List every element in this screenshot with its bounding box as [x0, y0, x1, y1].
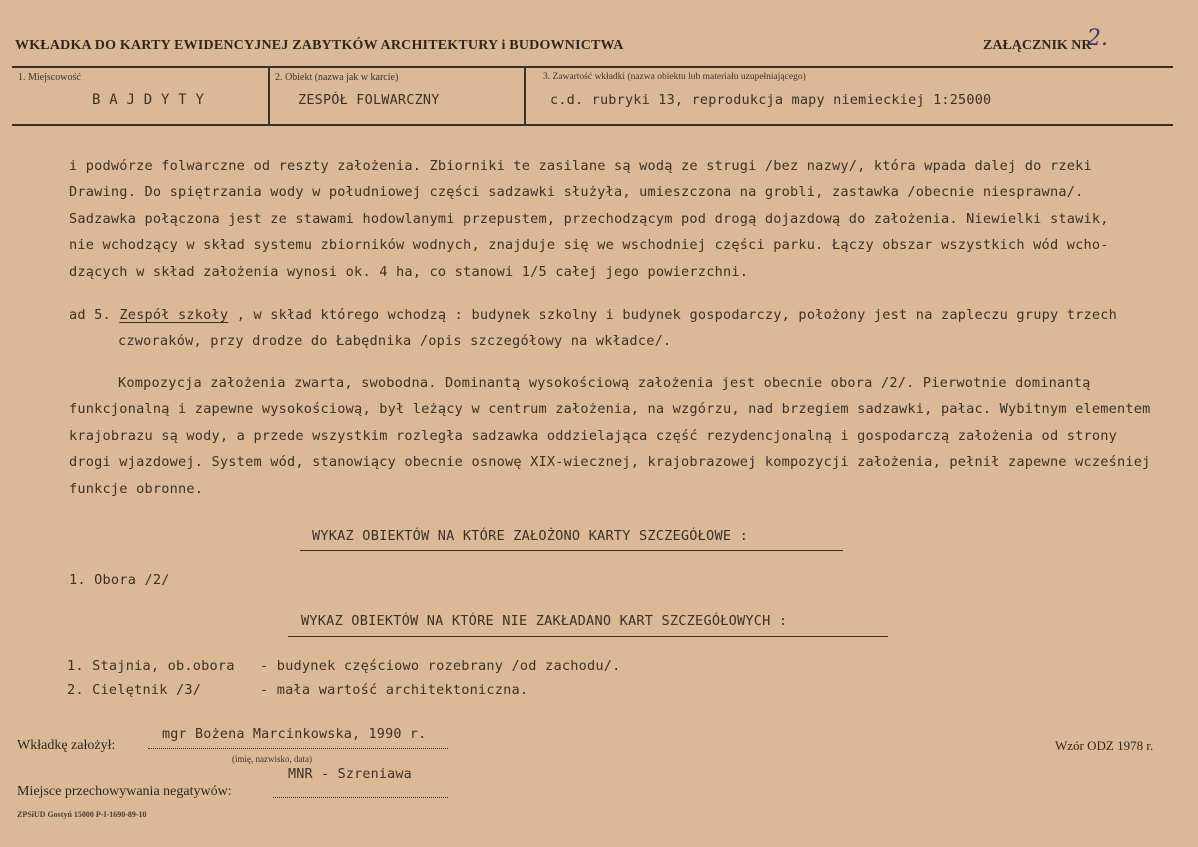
- field-divider-2: [524, 67, 526, 124]
- template-label: Wzór ODZ 1978 r.: [1055, 738, 1154, 753]
- list-item-desc: - mała wartość architektoniczna.: [260, 682, 529, 698]
- list-2-heading: WYKAZ OBIEKTÓW NA KTÓRE NIE ZAKŁADANO KART SZCZEGÓŁOWYCH :: [301, 613, 788, 629]
- attachment-number: 2.: [1087, 26, 1108, 51]
- text-line: i podwórze folwarczne od reszty założenia. Zbiorniki te zasilane są wodą ze strugi /bez nazwy/, która wpada dalej do rzeki: [69, 158, 1092, 174]
- text-line: drogi wjazdowej. System wód, stanowiący obecnie osnowę XIX-wiecznej, krajobrazowej kompozycji założenia, pełnił zapewne wcześniej: [69, 454, 1151, 471]
- text-line: czworaków, przy drodze do Łabędnika /opis szczegółowy na wkładce/.: [118, 333, 672, 350]
- table-bottom-rule: [12, 124, 1173, 126]
- paragraph-composition: [69, 370, 1151, 502]
- founded-by-caption: (imię, nazwisko, data): [232, 754, 312, 764]
- list-item-name: 2. Cielętnik /3/: [67, 682, 202, 698]
- school-complex-term: Zespół szkoły: [119, 307, 229, 323]
- form-title: WKŁADKA DO KARTY EWIDENCYJNEJ ZABYTKÓW ARCHITEKTURY i BUDOWNICTWA: [15, 38, 624, 53]
- text-line: funkcje obronne.: [69, 480, 204, 497]
- text-line: Kompozycja założenia zwarta, swobodna. Dominantą wysokościową założenia jest obecnie obora /2/. Pierwotnie dominantą: [118, 375, 1091, 391]
- printer-note: ZPSiUD Gostyń 15000 P-I-1690-89-10: [17, 810, 147, 819]
- text-line: funkcjonalną i zapewne wysokościową, był leżący w centrum założenia, na wzgórzu, nad brzegiem sadzawki, pałac. Wybitnym elementem: [69, 401, 1151, 418]
- founded-by-dotted-line: [148, 748, 448, 749]
- storage-dotted-line: [273, 797, 448, 798]
- field-2-label: 2. Obiekt (nazwa jak w karcie): [275, 72, 399, 83]
- ad-5-prefix: ad 5.: [69, 307, 111, 323]
- field-3-label: 3. Zawartość wkładki (nazwa obiektu lub materiału uzupełniającego): [543, 72, 806, 82]
- text-line: Sadzawka połączona jest ze stawami hodowlanymi przepustem, przechodzącym pod drogą dojazdową do założenia. Niewielki stawik,: [69, 210, 1109, 227]
- paragraph-school: [69, 302, 1117, 355]
- text-line: nie wchodzący w skład systemu zbiorników wodnych, znajduje się we wschodniej części parku. Łączy obszar wszystkich wód wcho-: [69, 237, 1109, 254]
- list-1-heading: WYKAZ OBIEKTÓW NA KTÓRE ZAŁOŻONO KARTY SZCZEGÓŁOWE :: [312, 528, 748, 544]
- field-3-value: c.d. rubryki 13, reprodukcja mapy niemieckiej 1:25000: [550, 92, 992, 108]
- list-item-desc: - budynek częściowo rozebrany /od zachodu/.: [260, 658, 621, 674]
- list-item: 1. Obora /2/: [69, 572, 170, 588]
- field-1-label: 1. Miejscowość: [18, 72, 81, 83]
- storage-label: Miejsce przechowywania negatywów:: [17, 784, 232, 799]
- storage-value: MNR - Szreniawa: [288, 767, 412, 782]
- list-2-heading-rule: [288, 636, 888, 637]
- paragraph-water-system: [69, 153, 1109, 285]
- table-top-rule: [12, 66, 1173, 68]
- list-item-name: 1. Stajnia, ob.obora: [67, 658, 235, 674]
- attachment-label: ZAŁĄCZNIK NR: [983, 38, 1092, 53]
- field-2-value: ZESPÓŁ FOLWARCZNY: [298, 92, 440, 108]
- text-line: dzących w skład założenia wynosi ok. 4 ha, co stanowi 1/5 całej jego powierzchni.: [69, 263, 749, 280]
- founded-by-label: Wkładkę założył:: [17, 738, 116, 753]
- list-1-heading-rule: [300, 550, 843, 551]
- text-line: Drawing. Do spiętrzania wody w południowej części sadzawki służyła, umieszczona na grobli, zastawka /obecnie niesprawna/.: [69, 184, 1084, 201]
- text-line: krajobrazu są wody, a przede wszystkim rozległa sadzawka oddzielająca część rezydencjonalną i gospodarczą założenia od strony: [69, 427, 1118, 444]
- founded-by-value: mgr Bożena Marcinkowska, 1990 r.: [162, 727, 427, 742]
- field-divider-1: [268, 67, 270, 124]
- field-1-value: B A J D Y T Y: [92, 92, 205, 108]
- text-line: [69, 302, 1117, 328]
- school-text: , w skład którego wchodzą : budynek szkolny i budynek gospodarczy, położony jest na zapleczu grupy trzech: [228, 307, 1118, 323]
